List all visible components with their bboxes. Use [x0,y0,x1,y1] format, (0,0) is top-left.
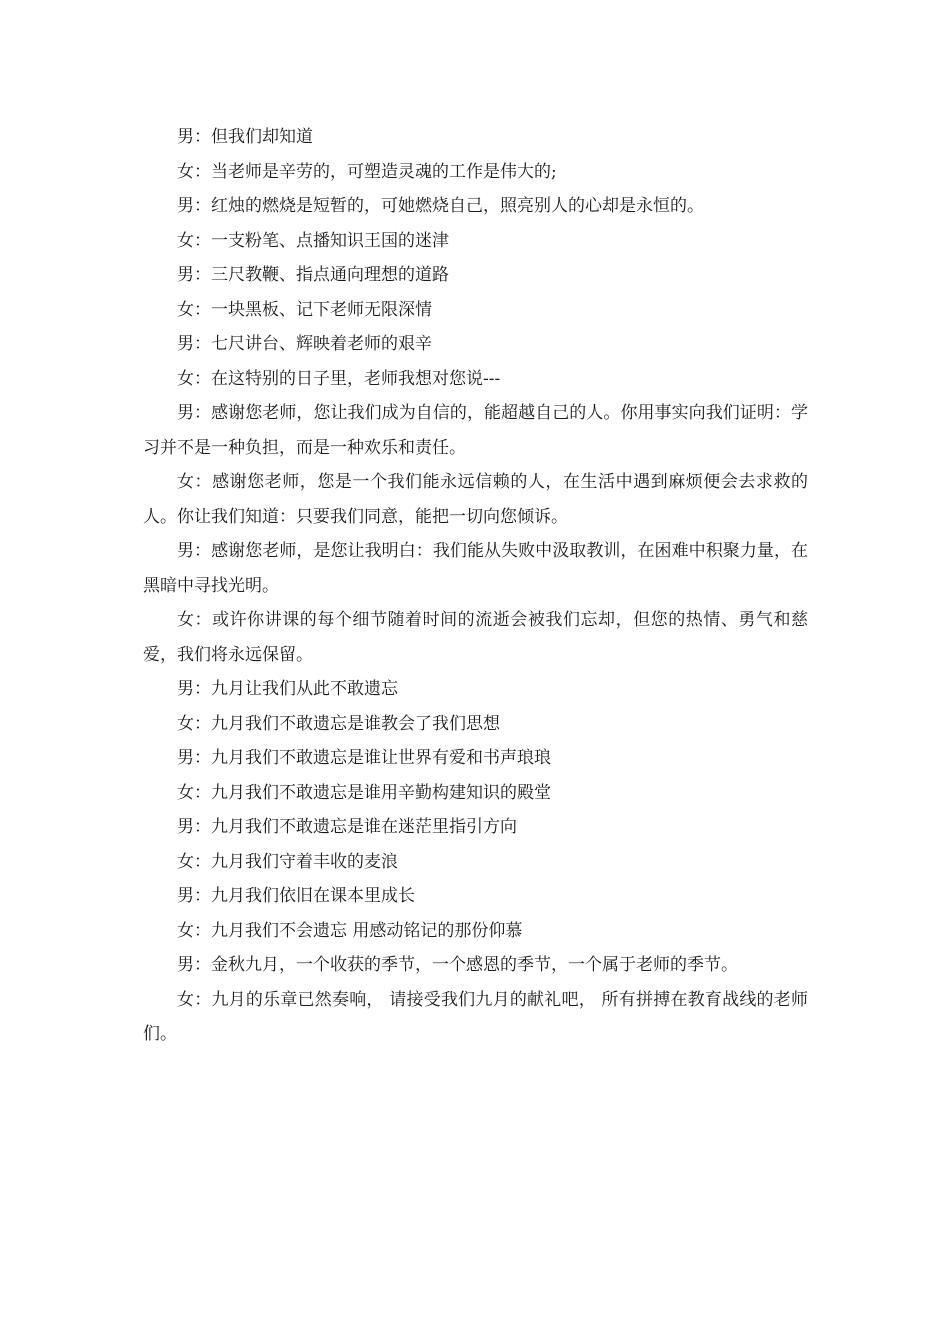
paragraph-13: 男：九月让我们从此不敢遗忘 [177,679,398,699]
paragraph-7: 男：七尺讲台、辉映着老师的艰辛 [177,334,432,354]
paragraph-21: 男：金秋九月，一个收获的季节，一个感恩的季节，一个属于老师的季节。 [177,955,738,975]
paragraph-19: 男：九月我们依旧在课本里成长 [177,886,415,906]
paragraph-10: 女：感谢您老师，您是一个我们能永远信赖的人，在生活中遇到麻烦便会去求救的人。你让我们知道：只要我们同意，能把一切向您倾诉。 [143,472,808,527]
paragraph-17: 男：九月我们不敢遗忘是谁在迷茫里指引方向 [177,817,517,837]
paragraph-16: 女：九月我们不敢遗忘是谁用辛勤构建知识的殿堂 [177,782,551,803]
paragraph-11: 男：感谢您老师，是您让我明白：我们能从失败中汲取教训，在困难中积聚力量，在黑暗中寻找光明。 [143,541,808,596]
paragraph-8: 女：在这特别的日子里，老师我想对您说--- [177,368,501,389]
paragraph-4: 女：一支粉笔、点播知识王国的迷津 [177,230,449,251]
paragraph-18: 女：九月我们守着丰收的麦浪 [177,851,398,872]
paragraph-22: 女：九月的乐章已然奏响， 请接受我们九月的献礼吧， 所有拼搏在教育战线的老师们。 [143,989,808,1044]
paragraph-2: 女：当老师是辛劳的，可塑造灵魂的工作是伟大的; [177,161,557,182]
paragraph-9: 男：感谢您老师，您让我们成为自信的，能超越自己的人。你用事实向我们证明：学习并不是一种负担，而是一种欢乐和责任。 [143,403,808,458]
paragraph-14: 女：九月我们不敢遗忘是谁教会了我们思想 [177,713,500,734]
paragraph-15: 男：九月我们不敢遗忘是谁让世界有爱和书声琅琅 [177,748,551,768]
paragraph-5: 男：三尺教鞭、指点通向理想的道路 [177,265,449,285]
paragraph-3: 男：红烛的燃烧是短暂的，可她燃烧自己，照亮别人的心却是永恒的。 [177,196,704,216]
document-body [143,120,808,1052]
paragraph-6: 女：一块黑板、记下老师无限深情 [177,299,432,320]
paragraph-12: 女：或许你讲课的每个细节随着时间的流逝会被我们忘却，但您的热情、勇气和慈爱，我们将永远保留。 [143,610,808,665]
paragraph-20: 女：九月我们不会遗忘 用感动铭记的那份仰慕 [177,920,523,941]
paragraph-1: 男：但我们却知道 [177,127,313,147]
